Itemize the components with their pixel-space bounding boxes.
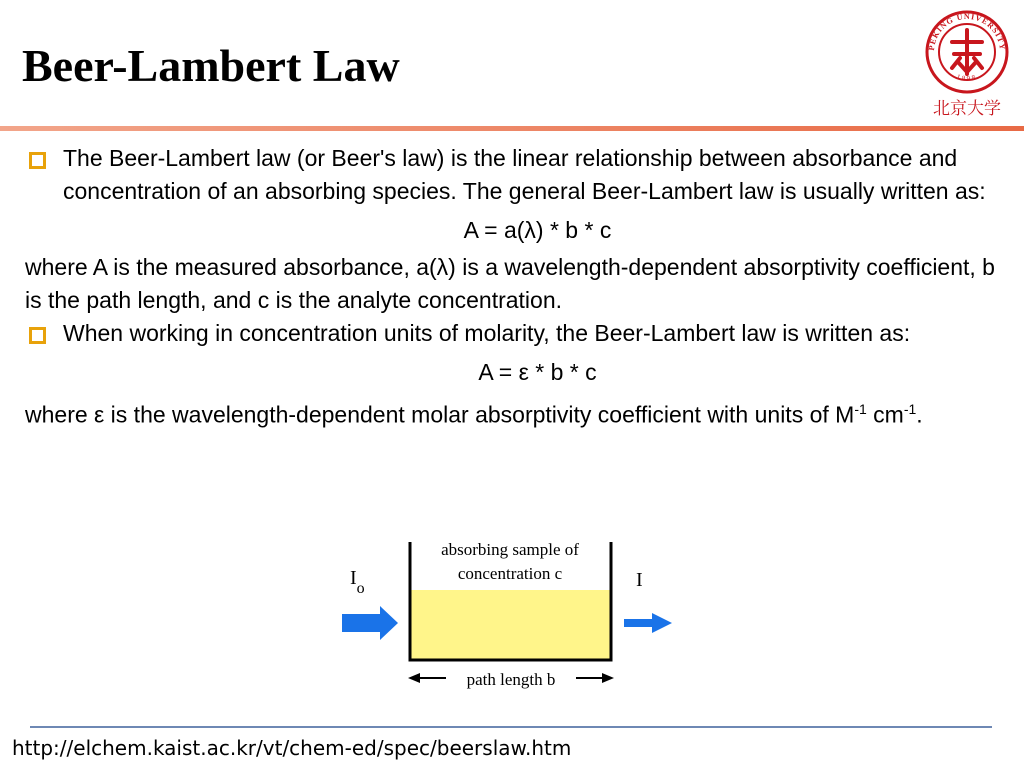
logo-year: 1898: [955, 72, 979, 83]
sample-label-line2: concentration c: [457, 564, 563, 583]
source-url[interactable]: http://elchem.kaist.ac.kr/vt/chem-ed/spec/beerslaw.htm: [12, 736, 572, 760]
logo-chinese-name: 北京大学: [933, 99, 1001, 119]
sample-label-line1: absorbing sample of: [441, 540, 579, 559]
bullet-text-2: When working in concentration units of molarity, the Beer-Lambert law is written as:: [63, 320, 911, 346]
path-length-label: path length b: [466, 670, 556, 689]
path-arrow-right-icon: [602, 673, 614, 683]
bullet-item-1: [25, 142, 1010, 208]
followup-text-2: where ε is the wavelength-dependent molar absorptivity coefficient with units of $M^{-1}$ $cm^{-1}$.: [25, 401, 923, 428]
slide-body: [25, 142, 1010, 432]
logo-ring-text: PEKING UNIVERSITY: [926, 11, 1008, 51]
title-divider: [0, 126, 1024, 131]
followup-text-1: where A is the measured absorbance, a(λ) is a wavelength-dependent absorptivity coefficient, b is the path length, and c is the analyte concentration.: [25, 254, 995, 313]
footer-divider: [30, 726, 992, 728]
equation-molar: A = ε * b * c: [478, 359, 597, 385]
path-arrow-left-icon: [408, 673, 420, 683]
bullet-square-icon: [29, 327, 46, 344]
incident-light-arrow: [342, 606, 398, 640]
bullet-text-1: The Beer-Lambert law (or Beer's law) is the linear relationship between absorbance and concentration of an absorbing species. The general Beer-Lambert law is usually written as:: [63, 145, 986, 204]
peking-university-logo: [922, 10, 1012, 120]
equation-general: A = a(λ) * b * c: [463, 217, 612, 243]
beer-lambert-diagram: [330, 538, 690, 698]
incident-intensity-label: $I_o$: [350, 567, 365, 597]
bullet-item-2: [25, 317, 1010, 350]
transmitted-intensity-label: I: [636, 569, 643, 591]
sample-solution: [410, 590, 611, 660]
bullet-square-icon: [29, 152, 46, 169]
slide-title: Beer-Lambert Law: [22, 40, 400, 91]
transmitted-light-arrow: [624, 613, 672, 633]
